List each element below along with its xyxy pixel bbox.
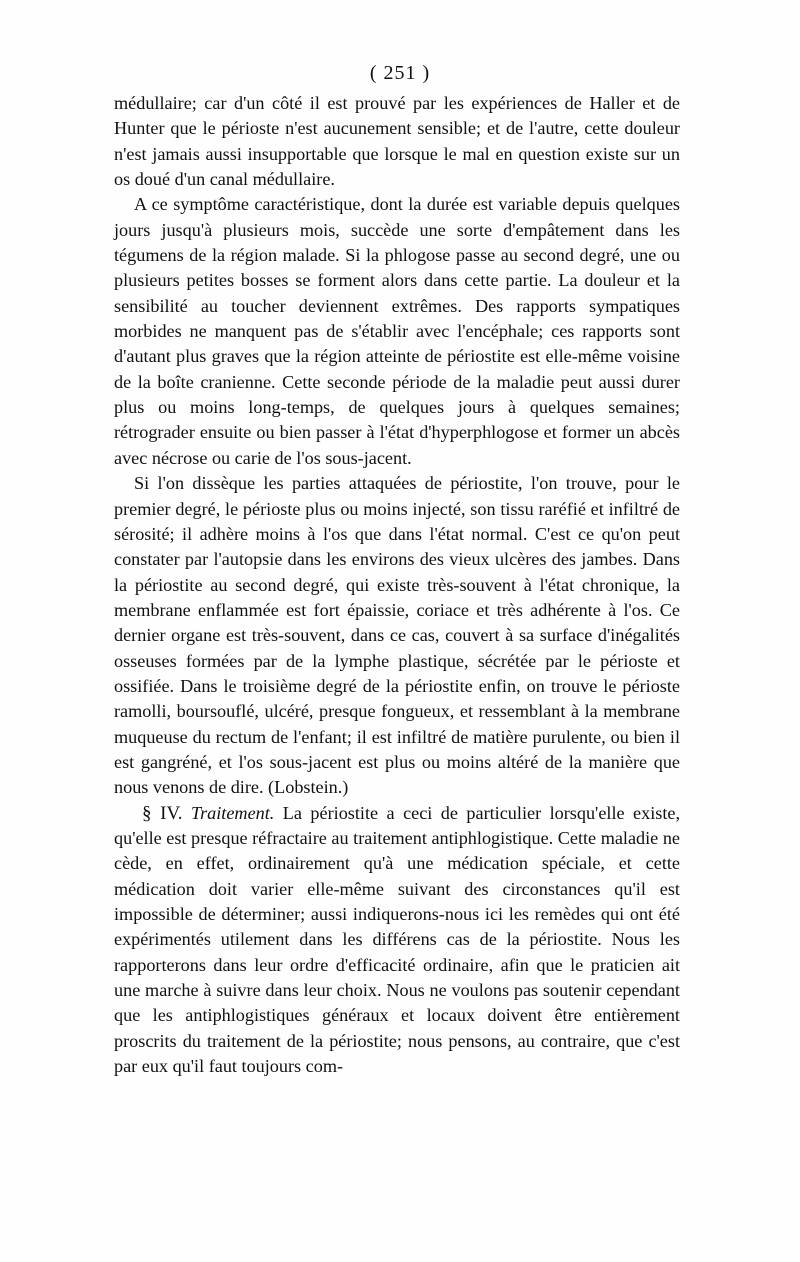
section-text: La périostite a ceci de particulier lorsqu'elle existe, qu'elle est presque réfractaire au traitement antiphlogistique. Cette maladie ne cède, en effet, ordinairement qu'à une médication spéciale, et cette médication doit varier elle-même suivant des circonstances qu'il est impossible de déterminer; aussi indiquerons-nous ici les remèdes qui ont été expérimentés utilement dans les différens cas de la périostite. Nous les rapporterons dans leur ordre d'efficacité ordinaire, afin que le praticien ait une marche à suivre dans leur choix. Nous ne voulons pas soutenir cependant que les antiphlogistiques généraux et locaux doivent être entièrement proscrits du traitement de la périostite; nous pensons, au contraire, que c'est par eux qu'il faut toujours com- <box>114 802 681 1077</box>
paragraph-symptoms: A ce symptôme caractéristique, dont la durée est variable depuis quelques jours jusqu'à plusieurs mois, succède une sorte d'empâtement dans les tégumens de la région malade. Si la phlogose passe au second degré, une ou plusieurs petites bosses se forment alors dans cette partie. La douleur et la sensibilité au toucher deviennent extrêmes. Des rapports sympatiques morbides ne manquent pas de s'établir avec l'encéphale; ces rapports sont d'autant plus graves que la région atteinte de périostite est elle-même voisine de la boîte cranienne. Cette seconde période de la maladie peut aussi durer plus ou moins long-temps, de quelques jours à quelques semaines; rétrograder ensuite ou bien passer à l'état d'hyperphlogose et former un abcès avec nécrose ou carie de l'os sous-jacent. <box>114 194 680 468</box>
paragraph-continuation: médullaire; car d'un côté il est prouvé par les expériences de Haller et de Hunter que le périoste n'est aucunement sensible; et de l'autre, cette douleur n'est jamais aussi insupportable que lorsque le mal en question existe sur un os doué d'un canal médullaire. <box>114 93 680 190</box>
section-number: § IV. <box>142 802 183 824</box>
paragraph-anatomy: Si l'on dissèque les parties attaquées de périostite, l'on trouve, pour le premier degré, le périoste plus ou moins injecté, son tissu raréfié et infiltré de sérosité; il adhère moins à l'os que dans l'état normal. C'est ce qu'on peut constater par l'autopsie dans les environs des vieux ulcères des jambes. Dans la périostite au second degré, qui existe très-souvent à l'état chronique, la membrane enflammée est fort épaissie, coriace et très adhérente à l'os. Ce dernier organe est très-souvent, dans ce cas, couvert à sa surface d'inégalités osseuses formées par de la lymphe plastique, sécrétée par le périoste et ossifiée. Dans le troisième degré de la périostite enfin, on trouve le périoste ramolli, boursouflé, ulcéré, presque fongueux, et ressemblant à la membrane muqueuse du rectum de l'enfant; il est infiltré de matière purulente, ou bien il est gangréné, et l'os sous-jacent est plus ou moins altéré de la manière que nous venons de dire. (Lobstein.) <box>114 473 680 798</box>
paragraph-section-treatment <box>114 801 680 1080</box>
body-text <box>114 91 680 1079</box>
page-number: ( 251 ) <box>369 62 431 84</box>
section-title: Traitement. <box>190 802 275 823</box>
